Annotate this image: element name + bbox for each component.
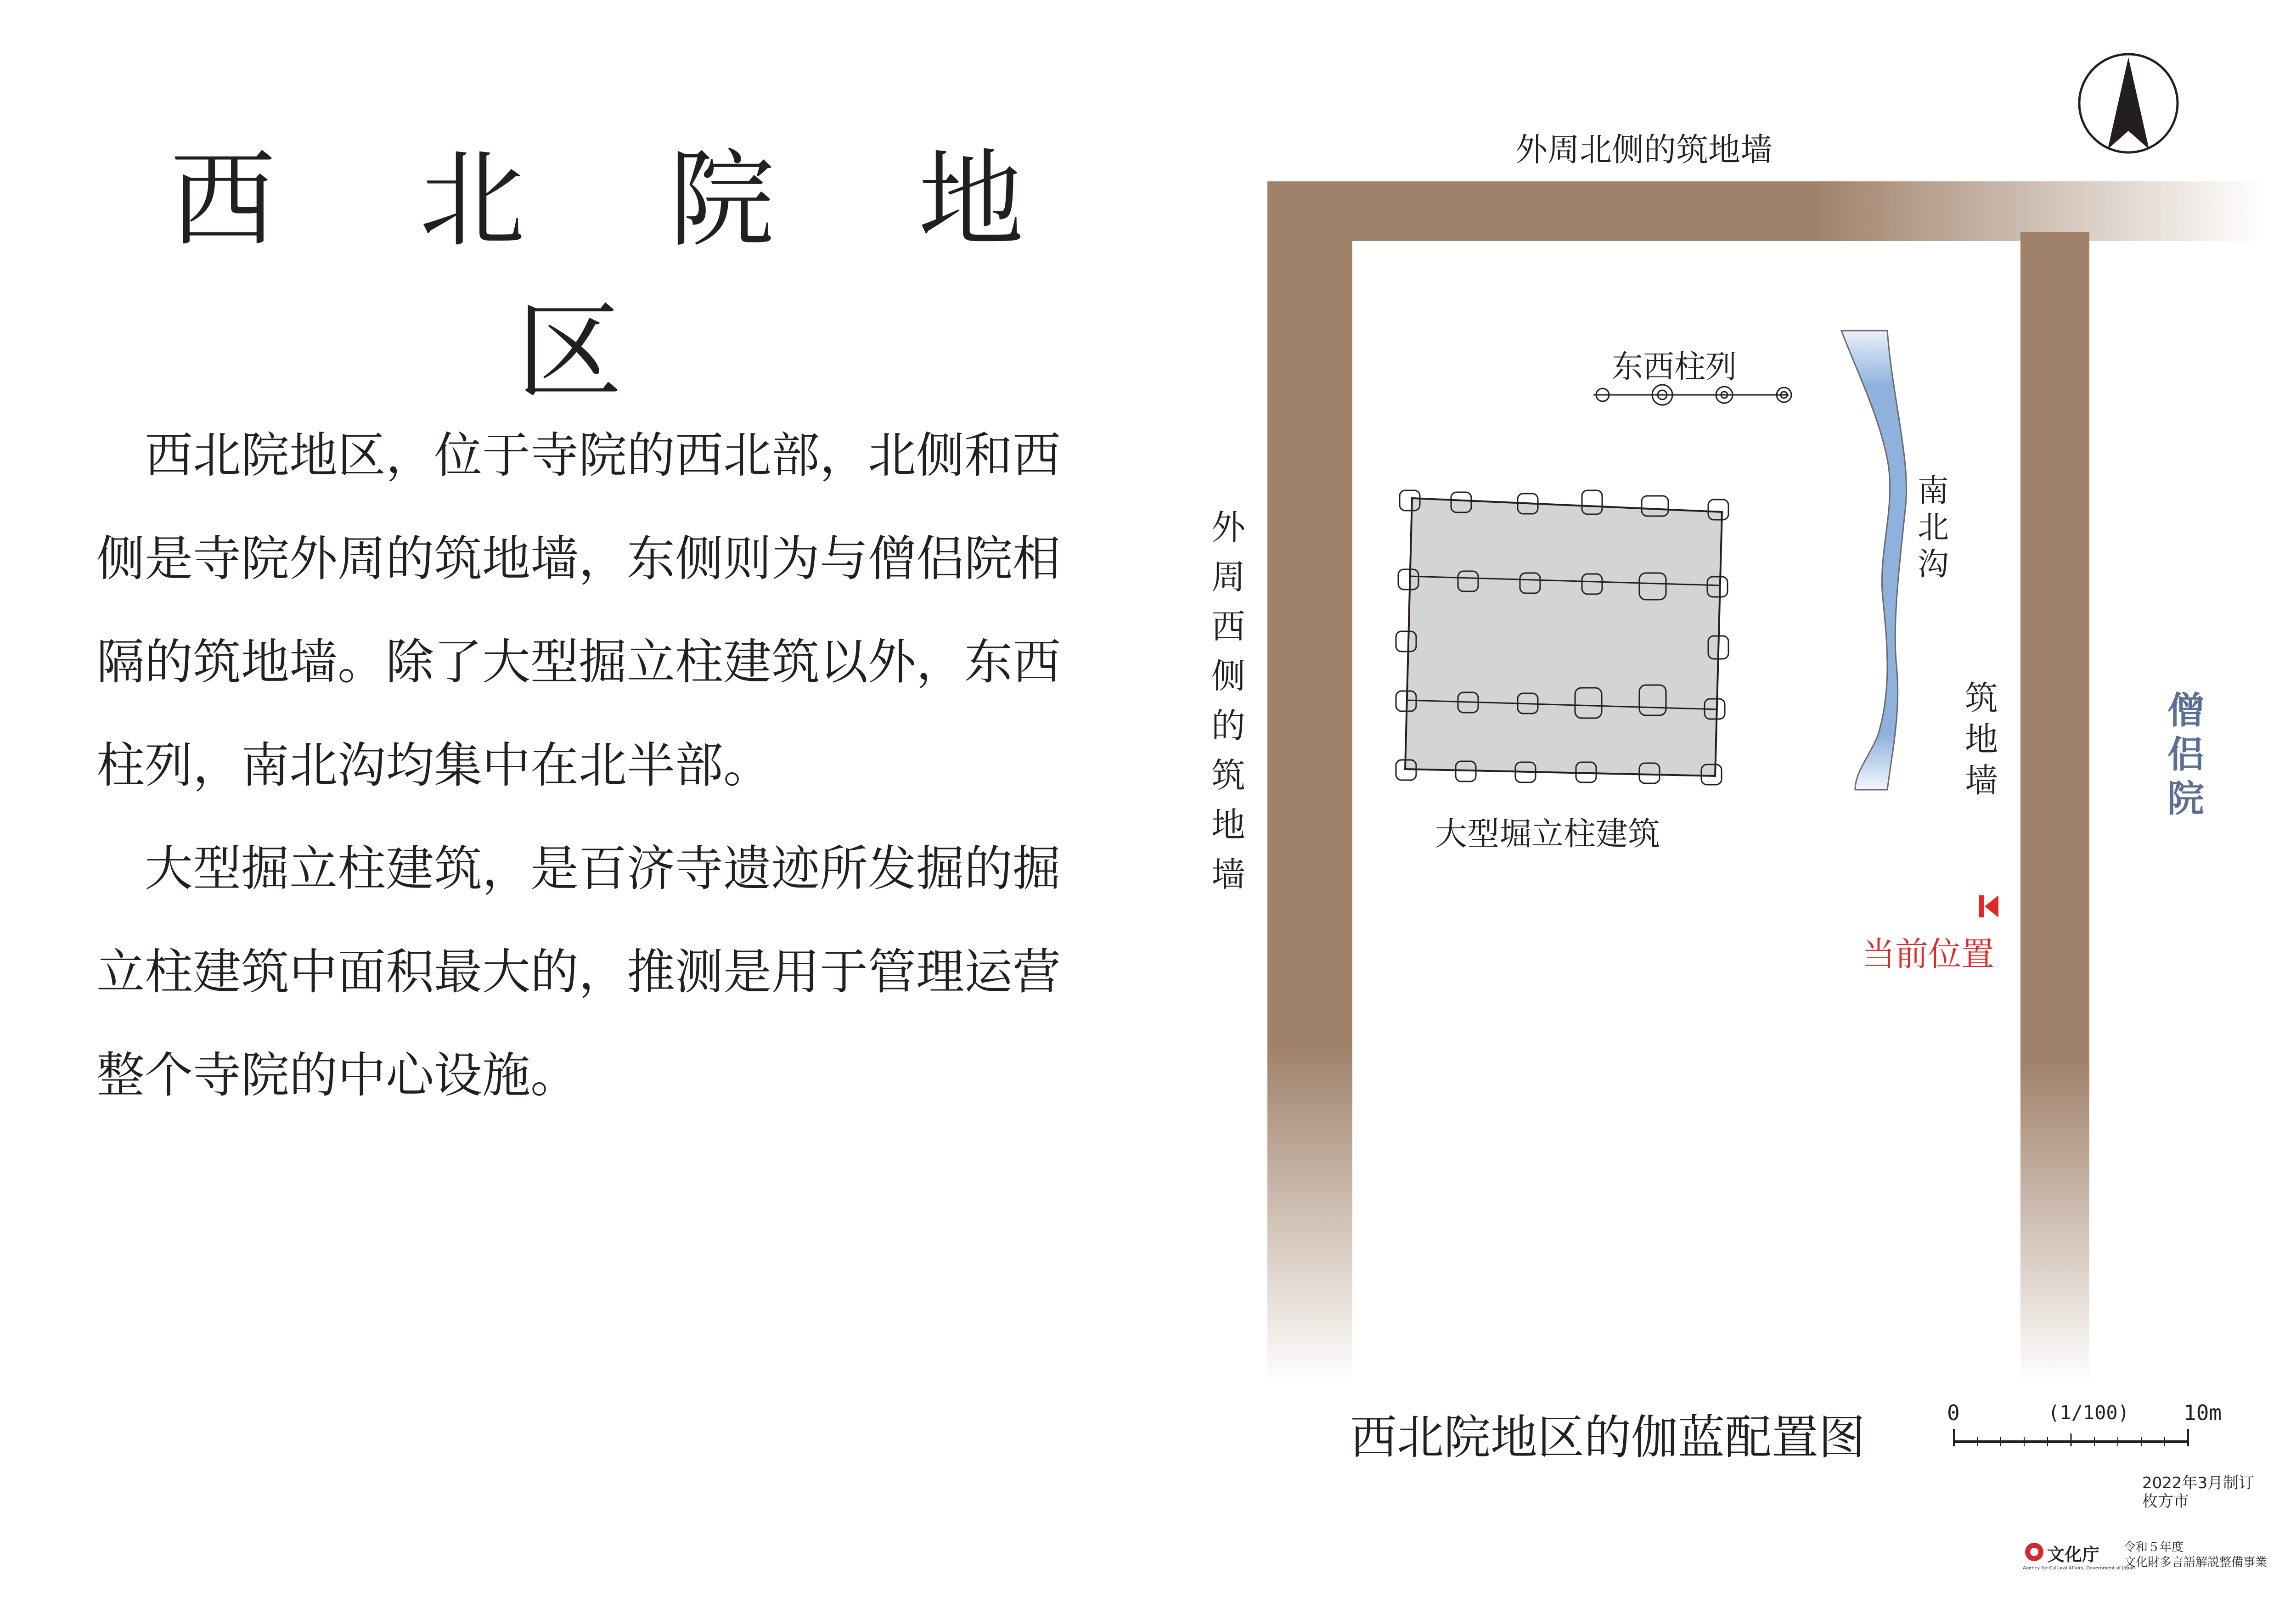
east-wall xyxy=(2020,232,2089,1384)
scale-bar xyxy=(1954,1429,2188,1446)
intro-paragraph: 西北院地区，位于寺院的西北部，北侧和西侧是寺院外周的筑地墙，东侧则为与僧侣院相隔的筑地墙。除了大型掘立柱建筑以外，东西柱列，南北沟均集中在北半部。 xyxy=(96,427,1061,793)
map-caption: 西北院地区的伽蓝配置图 xyxy=(1350,1411,1865,1465)
east-wall-label: 筑地墙 xyxy=(1964,679,1998,800)
project-year: 令和５年度 xyxy=(2124,1540,2184,1554)
large-building-label: 大型堀立柱建筑 xyxy=(1435,815,1660,853)
agency-english-name: Agency for Cultural Affairs, Government of Japan xyxy=(2023,1566,2135,1571)
east-west-column-row xyxy=(1593,385,1791,405)
page-title: 西 北 院 地 区 xyxy=(170,139,1079,414)
current-position-label: 当前位置 xyxy=(1862,935,1995,973)
agency-logo-icon xyxy=(2025,1543,2043,1561)
building-paragraph: 大型掘立柱建筑，是百济寺遗迹所发掘的掘立柱建筑中面积最大的，推测是用于管理运营整个寺院的中心设施。 xyxy=(96,841,1061,1103)
west-wall xyxy=(1267,181,1352,1384)
scale-ratio-label: (1/100) xyxy=(2048,1401,2130,1424)
large-building-footprint xyxy=(1405,498,1722,776)
north-south-ditch-label: 南北沟 xyxy=(1917,473,1949,583)
current-position-marker xyxy=(1979,895,1998,917)
north-arrow-icon xyxy=(2079,54,2178,152)
west-wall-label: 外周西侧的筑地墙 xyxy=(1211,508,1245,894)
east-west-columns-label: 东西柱列 xyxy=(1612,349,1737,385)
date-label: 2022年3月制订 xyxy=(2142,1474,2255,1492)
scale-start-label: 0 xyxy=(1947,1400,1960,1425)
north-wall-label: 外周北侧的筑地墙 xyxy=(1515,131,1773,169)
north-wall xyxy=(1267,181,2264,241)
north-south-ditch xyxy=(1841,331,1907,790)
project-name: 文化財多言語解説整備事業 xyxy=(2124,1556,2268,1569)
agency-logo-text: 文化庁 xyxy=(2047,1545,2100,1565)
city-label: 枚方市 xyxy=(2142,1492,2189,1511)
monk-quarters-label: 僧侣院 xyxy=(2167,689,2204,820)
scale-end-label: 10m xyxy=(2183,1400,2222,1425)
